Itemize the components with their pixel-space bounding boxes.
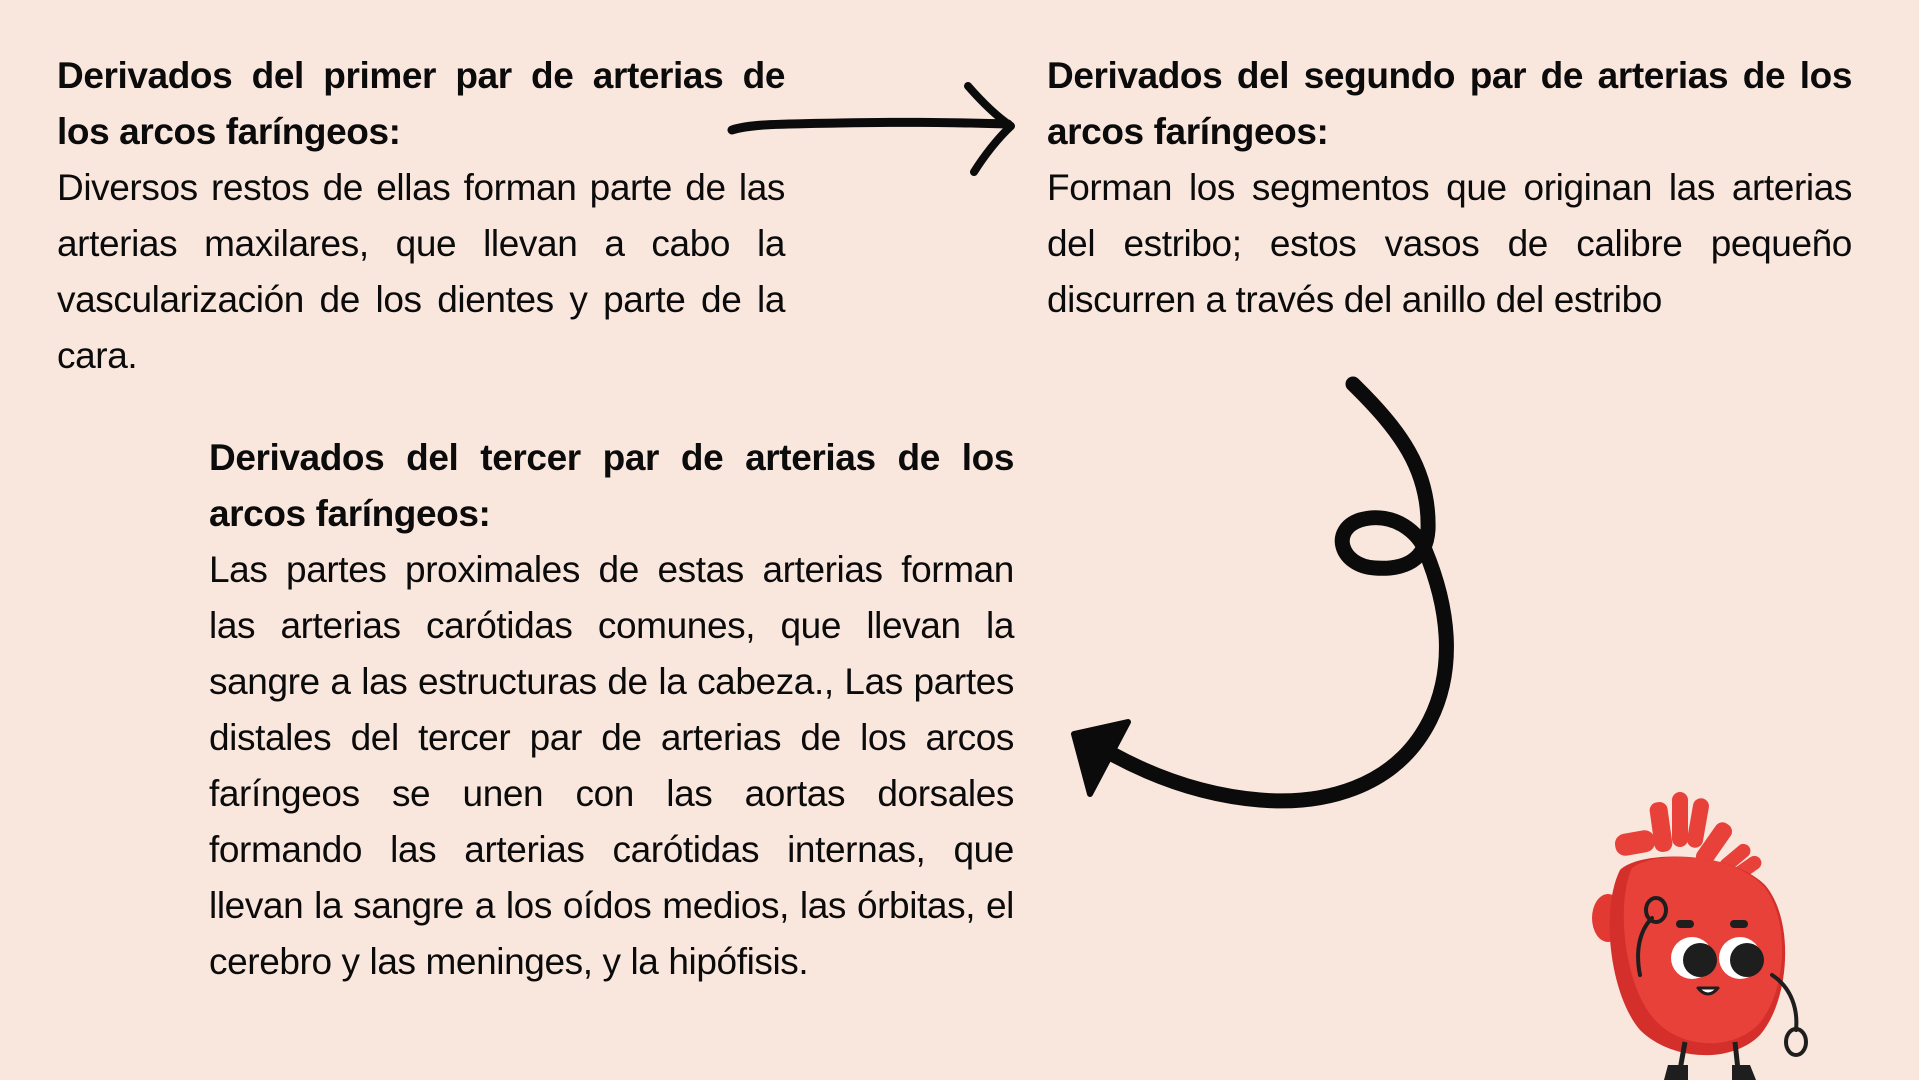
section-first-arch bbox=[57, 48, 785, 384]
section-body: Forman los segmentos que originan las arterias del estribo; estos vasos de calibre pequeño discurren a través del anillo del estribo bbox=[1047, 167, 1852, 320]
section-heading: Derivados del primer par de arterias de los arcos faríngeos: bbox=[57, 55, 785, 152]
section-heading: Derivados del tercer par de arterias de los arcos faríngeos: bbox=[209, 437, 1014, 534]
section-heading: Derivados del segundo par de arterias de los arcos faríngeos: bbox=[1047, 55, 1852, 152]
section-third-arch bbox=[209, 430, 1014, 990]
curly-arrow-icon bbox=[1060, 370, 1460, 820]
arrow-right-icon bbox=[720, 78, 1020, 178]
heart-mascot-icon bbox=[1580, 780, 1820, 1080]
section-second-arch bbox=[1047, 48, 1852, 328]
section-body: Diversos restos de ellas forman parte de las arterias maxilares, que llevan a cabo la vascularización de los dientes y parte de la cara. bbox=[57, 167, 785, 376]
section-body: Las partes proximales de estas arterias forman las arterias carótidas comunes, que llevan la sangre a las estructuras de la cabeza., Las partes distales del tercer par de arterias de los arcos faríngeos se unen con las aortas dorsales formando las arterias carótidas internas, que llevan la sangre a los oídos medios, las órbitas, el cerebro y las meninges, y la hipófisis. bbox=[209, 549, 1014, 982]
